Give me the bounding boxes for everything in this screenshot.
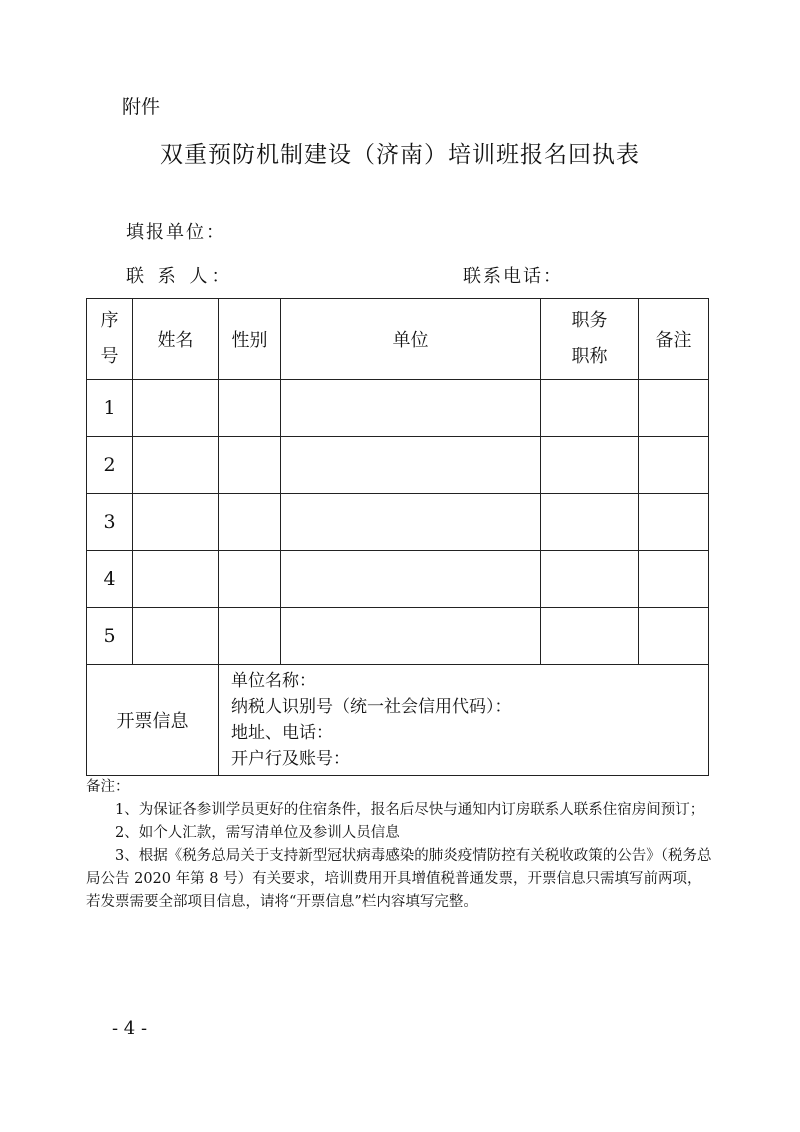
remark-cell[interactable] [639,494,709,551]
remark-cell[interactable] [639,608,709,665]
remark-cell[interactable] [639,551,709,608]
invoice-row [87,665,709,776]
name-cell[interactable] [133,380,219,437]
name-cell[interactable] [133,494,219,551]
name-cell[interactable] [133,551,219,608]
position-cell[interactable] [541,494,639,551]
note-item-2: 2、如个人汇款，需写清单位及参训人员信息 [115,825,400,841]
row-number: 3 [87,494,133,551]
invoice-tax-id: 纳税人识别号（统一社会信用代码）： [231,697,512,717]
unit-cell[interactable] [281,494,541,551]
notes-heading: 备注： [86,779,130,795]
name-cell[interactable] [133,608,219,665]
unit-cell[interactable] [281,608,541,665]
attachment-label: 附件 [122,96,161,118]
header-position-title: 职务 职称 [541,299,639,380]
position-cell[interactable] [541,380,639,437]
header-unit: 单位 [281,299,541,380]
position-cell[interactable] [541,608,639,665]
header-remark: 备注 [639,299,709,380]
invoice-bank-account: 开户行及账号： [231,749,350,769]
gender-cell[interactable] [219,380,281,437]
header-name: 姓名 [133,299,219,380]
notes-section [86,776,712,914]
invoice-label: 开票信息 [87,665,219,776]
contact-phone-label: 联系电话： [463,266,563,287]
position-cell[interactable] [541,437,639,494]
header-seq: 序 号 [87,299,133,380]
gender-cell[interactable] [219,608,281,665]
page-number: - 4 - [112,1018,148,1039]
contact-person-label: 联 系 人： [126,266,234,287]
header-gender: 性别 [219,299,281,380]
table-header-row [87,299,709,380]
gender-cell[interactable] [219,551,281,608]
table-row [87,494,709,551]
remark-cell[interactable] [639,437,709,494]
table-row [87,551,709,608]
row-number: 5 [87,608,133,665]
filling-unit-label: 填报单位： [126,222,226,243]
row-number: 2 [87,437,133,494]
note-item-1: 1、为保证各参训学员更好的住宿条件，报名后尽快与通知内订房联系人联系住宿房间预订； [115,802,705,818]
registration-table [86,298,709,776]
row-number: 4 [87,551,133,608]
form-title: 双重预防机制建设（济南）培训班报名回执表 [160,142,640,168]
gender-cell[interactable] [219,437,281,494]
invoice-address-phone: 地址、电话： [231,723,333,743]
invoice-company-name: 单位名称： [231,671,316,691]
remark-cell[interactable] [639,380,709,437]
unit-cell[interactable] [281,380,541,437]
table-row [87,437,709,494]
table-row [87,608,709,665]
table-row [87,380,709,437]
note-item-3: 3、根据《税务总局关于支持新型冠状病毒感染的肺炎疫情防控有关税收政策的公告》（税务总局公告 2020 年第 8 号）有关要求，培训费用开具增值税普通发票，开票信息只需填写前两项，若发票需要全部项目信息，请将“开票信息”栏内容填写完整。 [86,848,712,910]
invoice-fields[interactable] [219,665,709,776]
gender-cell[interactable] [219,494,281,551]
position-cell[interactable] [541,551,639,608]
unit-cell[interactable] [281,437,541,494]
unit-cell[interactable] [281,551,541,608]
name-cell[interactable] [133,437,219,494]
row-number: 1 [87,380,133,437]
